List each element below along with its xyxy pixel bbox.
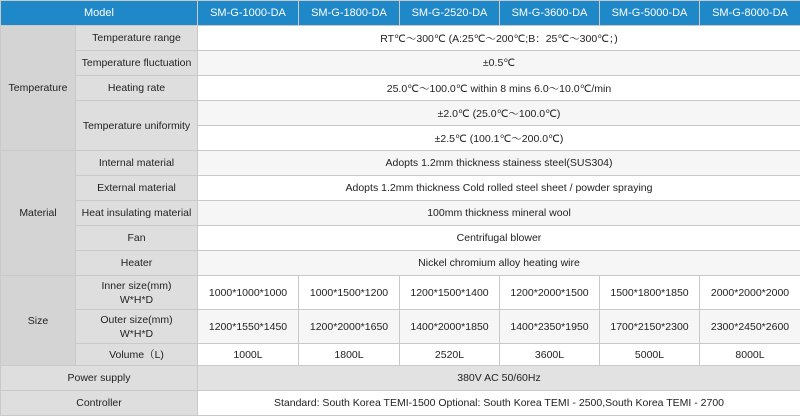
power-supply-value: 380V AC 50/60Hz	[198, 366, 800, 391]
fan-value: Centrifugal blower	[198, 226, 800, 251]
volume-value: 1800L	[299, 344, 400, 366]
inner-size-value: 2000*2000*2000	[700, 276, 800, 310]
model-name: SM-G-1800-DA	[299, 1, 400, 26]
external-material-value: Adopts 1.2mm thickness Cold rolled steel sheet / powder spraying	[198, 176, 800, 201]
heat-insulating-label: Heat insulating material	[76, 201, 198, 226]
model-name: SM-G-1000-DA	[198, 1, 299, 26]
heat-insulating-value: 100mm thickness mineral wool	[198, 201, 800, 226]
inner-size-label-line: W*H*D	[78, 293, 195, 307]
heater-label: Heater	[76, 251, 198, 276]
inner-size-value: 1200*1500*1400	[400, 276, 500, 310]
outer-size-value: 1400*2350*1950	[500, 310, 600, 344]
outer-size-label	[76, 310, 198, 344]
table-row	[1, 51, 800, 76]
volume-value: 8000L	[700, 344, 800, 366]
inner-size-value: 1500*1800*1850	[600, 276, 700, 310]
temperature-uniformity-value: ±2.0℃ (25.0℃～100.0℃)	[198, 101, 800, 126]
table-row	[1, 176, 800, 201]
outer-size-value: 1700*2150*2300	[600, 310, 700, 344]
temperature-group-label: Temperature	[1, 26, 76, 151]
table-row	[1, 391, 800, 416]
heating-rate-label: Heating rate	[76, 76, 198, 101]
table-row	[1, 26, 800, 51]
controller-value: Standard: South Korea TEMI-1500 Optional: South Korea TEMI - 2500,South Korea TEMI - 2700	[198, 391, 800, 416]
heating-rate-value: 25.0℃～100.0℃ within 8 mins 6.0～10.0℃/min	[198, 76, 800, 101]
external-material-label: External material	[76, 176, 198, 201]
table-row	[1, 310, 800, 344]
volume-value: 2520L	[400, 344, 500, 366]
model-name: SM-G-2520-DA	[400, 1, 500, 26]
table-row	[1, 76, 800, 101]
volume-value: 3600L	[500, 344, 600, 366]
temperature-range-value: RT℃～300℃ (A:25℃～200℃;B：25℃～300℃；)	[198, 26, 800, 51]
outer-size-value: 1200*2000*1650	[299, 310, 400, 344]
outer-size-value: 1200*1550*1450	[198, 310, 299, 344]
volume-label: Volume（L)	[76, 344, 198, 366]
table-row	[1, 151, 800, 176]
table-row	[1, 276, 800, 310]
size-group-label: Size	[1, 276, 76, 366]
fan-label: Fan	[76, 226, 198, 251]
temperature-range-label: Temperature range	[76, 26, 198, 51]
outer-size-label-line: Outer size(mm)	[78, 313, 195, 327]
model-name: SM-G-8000-DA	[700, 1, 800, 26]
inner-size-value: 1000*1000*1000	[198, 276, 299, 310]
volume-value: 5000L	[600, 344, 700, 366]
table-row	[1, 251, 800, 276]
power-supply-label: Power supply	[1, 366, 198, 391]
table-row	[1, 101, 800, 126]
header-row	[1, 1, 800, 26]
inner-size-label-line: Inner size(mm)	[78, 279, 195, 293]
controller-label: Controller	[1, 391, 198, 416]
inner-size-value: 1200*2000*1500	[500, 276, 600, 310]
table-row	[1, 366, 800, 391]
temperature-fluctuation-value: ±0.5℃	[198, 51, 800, 76]
model-name: SM-G-3600-DA	[500, 1, 600, 26]
inner-size-label	[76, 276, 198, 310]
outer-size-value: 2300*2450*2600	[700, 310, 800, 344]
table-row	[1, 344, 800, 366]
heater-value: Nickel chromium alloy heating wire	[198, 251, 800, 276]
temperature-uniformity-value: ±2.5℃ (100.1℃～200.0℃)	[198, 126, 800, 151]
inner-size-value: 1000*1500*1200	[299, 276, 400, 310]
outer-size-label-line: W*H*D	[78, 327, 195, 341]
temperature-uniformity-label: Temperature uniformity	[76, 101, 198, 151]
internal-material-label: Internal material	[76, 151, 198, 176]
internal-material-value: Adopts 1.2mm thickness stainess steel(SUS304)	[198, 151, 800, 176]
material-group-label: Material	[1, 151, 76, 276]
model-header: Model	[1, 1, 198, 26]
volume-value: 1000L	[198, 344, 299, 366]
outer-size-value: 1400*2000*1850	[400, 310, 500, 344]
table-row	[1, 201, 800, 226]
temperature-fluctuation-label: Temperature fluctuation	[76, 51, 198, 76]
model-name: SM-G-5000-DA	[600, 1, 700, 26]
table-row	[1, 226, 800, 251]
